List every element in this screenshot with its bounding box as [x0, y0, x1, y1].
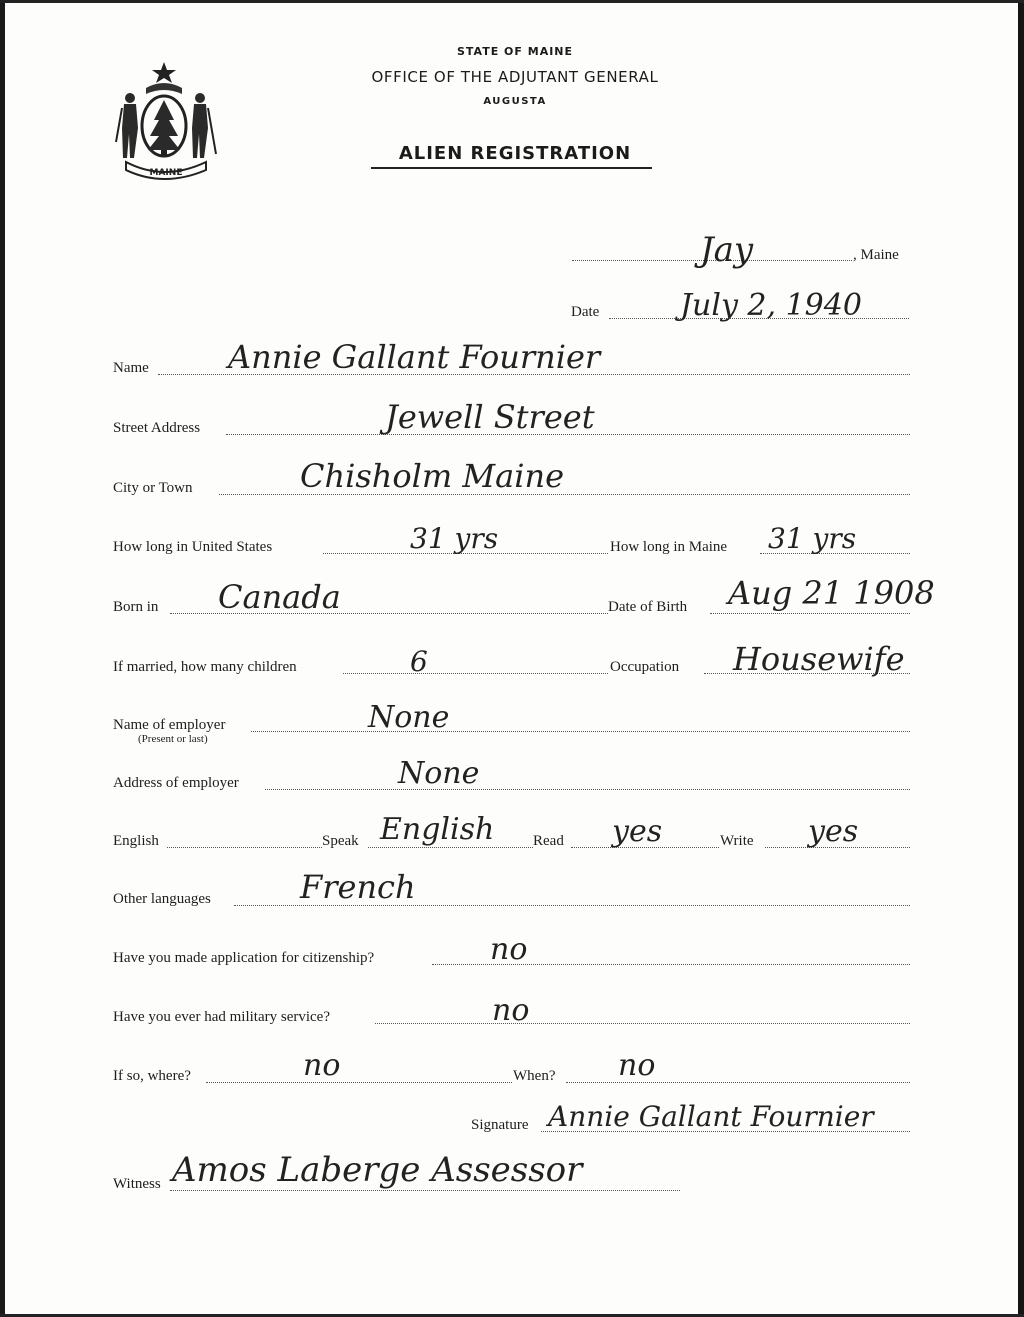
employer-line: [251, 731, 910, 732]
employer-sublabel: (Present or last): [138, 733, 208, 745]
employer-address-label: Address of employer: [113, 775, 239, 791]
street-label: Street Address: [113, 420, 201, 436]
where-label: If so, where?: [113, 1068, 191, 1084]
header-state: STATE OF MAINE: [456, 45, 574, 58]
city-label: City or Town: [113, 480, 193, 496]
citizenship-value: no: [490, 932, 528, 967]
how-long-maine-value: 31 yrs: [768, 522, 857, 555]
children-value: 6: [410, 645, 428, 678]
born-in-label: Born in: [113, 599, 159, 615]
svg-text:MAINE: MAINE: [149, 168, 183, 178]
witness-label: Witness: [113, 1176, 161, 1192]
military-label: Have you ever had military service?: [113, 1009, 330, 1025]
speak-label: Speak: [322, 833, 359, 849]
dob-value: Aug 21 1908: [728, 574, 935, 612]
witness-line: [170, 1190, 680, 1191]
street-value: Jewell Street: [385, 398, 595, 436]
date-value: July 2, 1940: [680, 288, 862, 323]
form-title: ALIEN REGISTRATION: [398, 143, 632, 164]
town-value: Jay: [700, 230, 754, 270]
title-underline: [371, 167, 652, 169]
occupation-value: Housewife: [733, 640, 905, 678]
employer-address-value: None: [398, 756, 480, 791]
citizenship-label: Have you made application for citizenship?: [113, 950, 375, 966]
when-value: no: [618, 1048, 656, 1083]
children-line: [343, 673, 608, 674]
employer-value: None: [368, 700, 450, 735]
write-label: Write: [720, 833, 754, 849]
maine-state-seal-icon: [112, 58, 222, 183]
date-label: Date: [571, 304, 600, 320]
english-line: [167, 847, 322, 848]
name-value: Annie Gallant Fournier: [228, 338, 601, 376]
when-label: When?: [513, 1068, 556, 1084]
witness-value: Amos Laberge Assessor: [172, 1150, 583, 1190]
employer-address-line: [265, 789, 910, 790]
military-line: [375, 1023, 910, 1024]
english-label: English: [113, 833, 159, 849]
dob-label: Date of Birth: [608, 599, 688, 615]
header-city: AUGUSTA: [483, 96, 547, 107]
employer-label: Name of employer: [113, 717, 226, 733]
dob-line: [710, 613, 910, 614]
scan-edge-right: [1018, 0, 1024, 1317]
how-long-us-value: 31 yrs: [410, 522, 499, 555]
how-long-maine-label: How long in Maine: [610, 539, 728, 555]
speak-line: [368, 847, 533, 848]
city-value: Chisholm Maine: [300, 457, 564, 495]
scan-edge-left: [0, 0, 5, 1317]
write-value: yes: [808, 814, 859, 849]
name-label: Name: [113, 360, 149, 376]
read-value: yes: [612, 814, 663, 849]
signature-value: Annie Gallant Fournier: [548, 1100, 874, 1133]
born-in-value: Canada: [218, 578, 341, 616]
how-long-us-label: How long in United States: [113, 539, 273, 555]
children-label: If married, how many children: [113, 659, 297, 675]
speak-value: English: [380, 812, 495, 847]
occupation-label: Occupation: [610, 659, 680, 675]
signature-label: Signature: [471, 1117, 529, 1133]
maine-suffix: , Maine: [853, 247, 899, 263]
where-value: no: [303, 1048, 341, 1083]
other-languages-value: French: [300, 868, 416, 906]
where-line: [206, 1082, 512, 1083]
military-value: no: [492, 993, 530, 1028]
read-label: Read: [533, 833, 564, 849]
header-office: OFFICE OF THE ADJUTANT GENERAL: [371, 68, 659, 86]
other-languages-label: Other languages: [113, 891, 211, 907]
scan-edge-top: [0, 0, 1024, 3]
